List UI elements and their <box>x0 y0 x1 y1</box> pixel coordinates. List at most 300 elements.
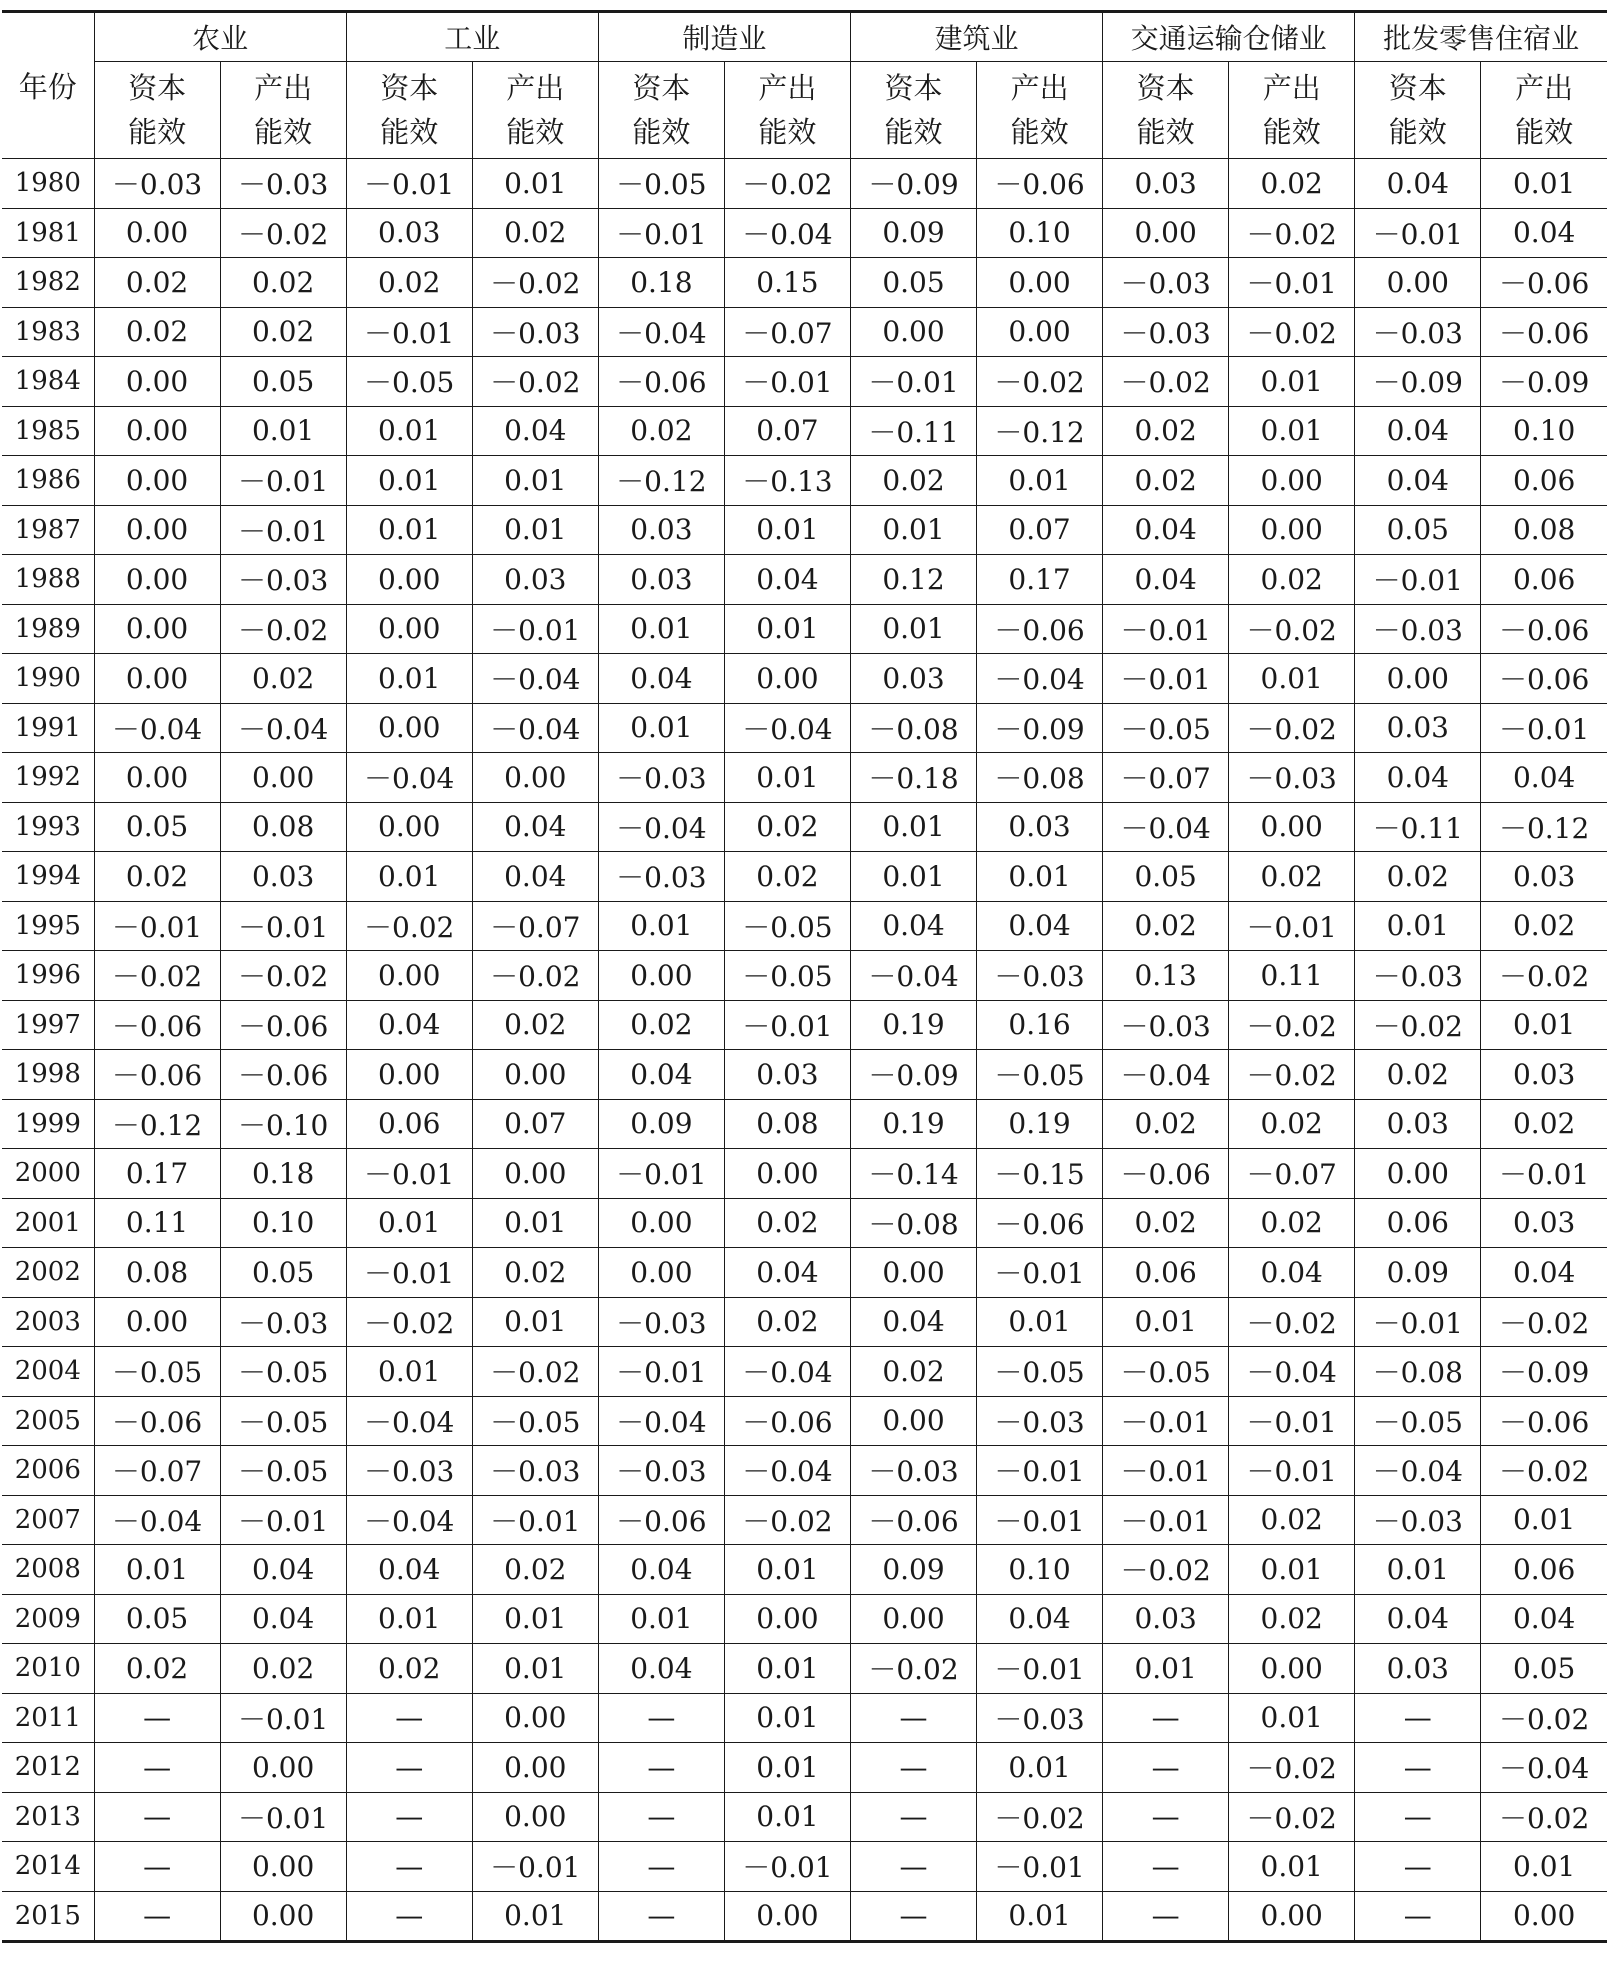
capital-efficiency-cell: －0.09 <box>850 159 976 209</box>
output-efficiency-cell: 0.00 <box>1481 1891 1607 1942</box>
capital-efficiency-cell: 0.01 <box>1355 1545 1481 1595</box>
output-efficiency-cell: 0.02 <box>1229 1594 1355 1644</box>
capital-efficiency-cell: 0.05 <box>94 1594 220 1644</box>
capital-efficiency-cell: －0.03 <box>1103 307 1229 357</box>
capital-efficiency-cell: 0.06 <box>1103 1248 1229 1298</box>
table-row <box>2 1198 1607 1248</box>
capital-efficiency-cell: 0.01 <box>94 1545 220 1595</box>
capital-efficiency-cell: 0.17 <box>94 1149 220 1199</box>
table-row <box>2 1644 1607 1694</box>
capital-efficiency-cell: －0.02 <box>346 901 472 951</box>
sub-header-line1: 资本 <box>632 71 691 105</box>
capital-efficiency-cell: －0.01 <box>1103 604 1229 654</box>
output-efficiency-cell: 0.00 <box>472 1743 598 1793</box>
output-efficiency-cell: 0.00 <box>977 307 1103 357</box>
output-efficiency-cell: 0.02 <box>1229 852 1355 902</box>
capital-efficiency-cell: －0.07 <box>94 1446 220 1496</box>
capital-efficiency-cell: －0.03 <box>598 852 724 902</box>
capital-efficiency-cell: — <box>850 1842 976 1892</box>
capital-efficiency-cell: －0.09 <box>1355 357 1481 407</box>
output-efficiency-cell: 0.10 <box>1481 406 1607 456</box>
capital-efficiency-cell: －0.05 <box>1355 1396 1481 1446</box>
capital-efficiency-cell: 0.02 <box>94 258 220 308</box>
output-efficiency-cell: －0.03 <box>1229 753 1355 803</box>
output-efficiency-cell: 0.02 <box>220 1644 346 1694</box>
capital-efficiency-cell: 0.04 <box>1355 159 1481 209</box>
capital-efficiency-cell: 0.00 <box>598 1198 724 1248</box>
output-efficiency-cell: 0.02 <box>220 258 346 308</box>
output-efficiency-cell: －0.01 <box>220 1693 346 1743</box>
capital-efficiency-cell: 0.04 <box>598 1545 724 1595</box>
output-efficiency-cell: 0.01 <box>220 406 346 456</box>
output-efficiency-cell: 0.01 <box>724 1693 850 1743</box>
output-efficiency-cell: －0.01 <box>977 1248 1103 1298</box>
capital-efficiency-cell: — <box>850 1743 976 1793</box>
capital-efficiency-cell: 0.01 <box>1103 1297 1229 1347</box>
output-efficiency-cell: 0.01 <box>724 1644 850 1694</box>
capital-efficiency-cell: －0.04 <box>346 753 472 803</box>
capital-efficiency-cell: －0.03 <box>1355 951 1481 1001</box>
table-row <box>2 208 1607 258</box>
capital-efficiency-cell: 0.01 <box>598 604 724 654</box>
year-cell: 1986 <box>2 456 94 506</box>
capital-efficiency-cell: －0.04 <box>598 307 724 357</box>
capital-efficiency-cell: — <box>1355 1693 1481 1743</box>
capital-efficiency-cell: －0.03 <box>1103 258 1229 308</box>
capital-efficiency-cell: 0.03 <box>1355 1099 1481 1149</box>
capital-efficiency-cell: －0.06 <box>598 357 724 407</box>
sub-header-line2: 能效 <box>1010 115 1069 149</box>
output-efficiency-cell: 0.10 <box>220 1198 346 1248</box>
output-efficiency-cell: －0.13 <box>724 456 850 506</box>
table-row <box>2 1891 1607 1942</box>
capital-efficiency-header <box>94 62 220 159</box>
capital-efficiency-cell: 0.09 <box>850 1545 976 1595</box>
capital-efficiency-cell: — <box>346 1891 472 1942</box>
capital-efficiency-cell: －0.05 <box>346 357 472 407</box>
output-efficiency-cell: 0.02 <box>220 654 346 704</box>
output-efficiency-cell: 0.01 <box>472 1891 598 1942</box>
output-efficiency-cell: －0.01 <box>220 505 346 555</box>
output-efficiency-cell: 0.01 <box>724 1545 850 1595</box>
table-row <box>2 1149 1607 1199</box>
capital-efficiency-cell: — <box>94 1891 220 1942</box>
table-row <box>2 753 1607 803</box>
sector-header-agriculture: 农业 <box>94 12 346 62</box>
table-row <box>2 852 1607 902</box>
output-efficiency-cell: －0.02 <box>977 357 1103 407</box>
output-efficiency-cell: 0.15 <box>724 258 850 308</box>
output-efficiency-cell: －0.03 <box>220 1297 346 1347</box>
capital-efficiency-cell: －0.03 <box>1355 1495 1481 1545</box>
sub-header-line1: 资本 <box>884 71 943 105</box>
table-row <box>2 1446 1607 1496</box>
year-cell: 2011 <box>2 1693 94 1743</box>
output-efficiency-cell: －0.01 <box>724 1000 850 1050</box>
capital-efficiency-cell: －0.03 <box>598 1446 724 1496</box>
output-efficiency-cell: 0.00 <box>1229 505 1355 555</box>
output-efficiency-cell: －0.06 <box>977 159 1103 209</box>
output-efficiency-cell: －0.09 <box>977 703 1103 753</box>
output-efficiency-cell: 0.04 <box>724 555 850 605</box>
output-efficiency-cell: 0.02 <box>472 1545 598 1595</box>
capital-efficiency-cell: 0.03 <box>598 505 724 555</box>
table-row <box>2 307 1607 357</box>
output-efficiency-cell: －0.04 <box>1229 1347 1355 1397</box>
capital-efficiency-cell: 0.02 <box>598 1000 724 1050</box>
output-efficiency-header <box>1481 62 1607 159</box>
capital-efficiency-cell: －0.01 <box>346 1248 472 1298</box>
capital-efficiency-cell: 0.00 <box>94 555 220 605</box>
capital-efficiency-cell: — <box>598 1792 724 1842</box>
year-cell: 1992 <box>2 753 94 803</box>
output-efficiency-cell: －0.06 <box>1481 307 1607 357</box>
output-efficiency-cell: －0.02 <box>1229 1297 1355 1347</box>
capital-efficiency-cell: 0.01 <box>850 852 976 902</box>
capital-efficiency-cell: －0.04 <box>346 1495 472 1545</box>
output-efficiency-cell: －0.01 <box>1481 703 1607 753</box>
output-efficiency-cell: 0.17 <box>977 555 1103 605</box>
year-cell: 2005 <box>2 1396 94 1446</box>
capital-efficiency-cell: 0.01 <box>1355 901 1481 951</box>
sub-header-line2: 能效 <box>884 115 943 149</box>
capital-efficiency-cell: — <box>1103 1792 1229 1842</box>
output-efficiency-cell: －0.02 <box>220 604 346 654</box>
sub-header-line1: 资本 <box>1388 71 1447 105</box>
year-cell: 2004 <box>2 1347 94 1397</box>
sub-header-line1: 资本 <box>1136 71 1195 105</box>
capital-efficiency-cell: －0.04 <box>94 703 220 753</box>
output-efficiency-cell: －0.01 <box>220 1792 346 1842</box>
year-cell: 1991 <box>2 703 94 753</box>
capital-efficiency-cell: 0.03 <box>1355 1644 1481 1694</box>
year-cell: 1987 <box>2 505 94 555</box>
output-efficiency-cell: 0.01 <box>472 1198 598 1248</box>
output-efficiency-cell: －0.06 <box>724 1396 850 1446</box>
output-efficiency-cell: 0.02 <box>1481 901 1607 951</box>
capital-efficiency-cell: 0.00 <box>1355 1149 1481 1199</box>
capital-efficiency-cell: 0.05 <box>850 258 976 308</box>
capital-efficiency-cell: 0.02 <box>1103 406 1229 456</box>
output-efficiency-cell: 0.04 <box>1481 208 1607 258</box>
output-efficiency-cell: －0.02 <box>1229 1792 1355 1842</box>
capital-efficiency-cell: －0.03 <box>598 753 724 803</box>
output-efficiency-cell: 0.00 <box>220 1743 346 1793</box>
capital-efficiency-cell: 0.02 <box>1103 456 1229 506</box>
output-efficiency-cell: 0.00 <box>472 1050 598 1100</box>
output-efficiency-cell: －0.04 <box>1481 1743 1607 1793</box>
output-efficiency-cell: 0.01 <box>1481 1842 1607 1892</box>
year-cell: 2001 <box>2 1198 94 1248</box>
capital-efficiency-cell: 0.00 <box>94 357 220 407</box>
capital-efficiency-cell: －0.02 <box>1103 1545 1229 1595</box>
table-row <box>2 802 1607 852</box>
output-efficiency-cell: 0.03 <box>472 555 598 605</box>
output-efficiency-cell: －0.01 <box>472 1842 598 1892</box>
output-efficiency-cell: 0.04 <box>724 1248 850 1298</box>
capital-efficiency-cell: 0.04 <box>1103 555 1229 605</box>
capital-efficiency-cell: 0.01 <box>346 1198 472 1248</box>
output-efficiency-cell: －0.01 <box>977 1842 1103 1892</box>
output-efficiency-cell: －0.02 <box>472 258 598 308</box>
capital-efficiency-cell: 0.00 <box>850 1248 976 1298</box>
output-efficiency-cell: －0.06 <box>977 1198 1103 1248</box>
capital-efficiency-cell: 0.01 <box>598 703 724 753</box>
output-efficiency-cell: 0.01 <box>977 456 1103 506</box>
capital-efficiency-cell: 0.02 <box>94 852 220 902</box>
output-efficiency-cell: 0.10 <box>977 208 1103 258</box>
output-efficiency-cell: －0.03 <box>472 1446 598 1496</box>
output-efficiency-cell: 0.03 <box>220 852 346 902</box>
year-cell: 2008 <box>2 1545 94 1595</box>
capital-efficiency-cell: 0.09 <box>598 1099 724 1149</box>
output-efficiency-cell: 0.19 <box>977 1099 1103 1149</box>
output-efficiency-cell: －0.03 <box>220 159 346 209</box>
capital-efficiency-cell: －0.11 <box>1355 802 1481 852</box>
output-efficiency-cell: 0.01 <box>724 1743 850 1793</box>
output-efficiency-cell: －0.09 <box>1481 357 1607 407</box>
output-efficiency-cell: 0.04 <box>220 1594 346 1644</box>
capital-efficiency-cell: 0.00 <box>850 1396 976 1446</box>
output-efficiency-cell: 0.02 <box>1229 555 1355 605</box>
output-efficiency-cell: 0.01 <box>724 604 850 654</box>
capital-efficiency-cell: 0.18 <box>598 258 724 308</box>
capital-efficiency-cell: －0.12 <box>598 456 724 506</box>
capital-efficiency-cell: －0.04 <box>346 1396 472 1446</box>
capital-efficiency-cell: — <box>346 1693 472 1743</box>
capital-efficiency-cell: 0.00 <box>94 456 220 506</box>
sector-header-row <box>2 12 1607 62</box>
year-cell: 1994 <box>2 852 94 902</box>
year-cell: 1998 <box>2 1050 94 1100</box>
output-efficiency-cell: 0.00 <box>472 753 598 803</box>
capital-efficiency-cell: 0.00 <box>346 703 472 753</box>
capital-efficiency-cell: －0.05 <box>1103 703 1229 753</box>
sub-header-line2: 能效 <box>632 115 691 149</box>
output-efficiency-cell: 0.01 <box>1481 159 1607 209</box>
capital-efficiency-cell: 0.03 <box>346 208 472 258</box>
capital-efficiency-cell: 0.01 <box>1103 1644 1229 1694</box>
year-cell: 1995 <box>2 901 94 951</box>
output-efficiency-cell: －0.02 <box>1229 307 1355 357</box>
capital-efficiency-cell: －0.03 <box>94 159 220 209</box>
year-cell: 1983 <box>2 307 94 357</box>
sector-header-manufacturing: 制造业 <box>598 12 850 62</box>
year-cell: 1985 <box>2 406 94 456</box>
capital-efficiency-cell: — <box>94 1842 220 1892</box>
output-efficiency-cell: －0.06 <box>1481 1396 1607 1446</box>
output-efficiency-cell: 0.02 <box>1229 1099 1355 1149</box>
capital-efficiency-cell: 0.04 <box>1355 1594 1481 1644</box>
sub-header-line2: 能效 <box>1136 115 1195 149</box>
year-cell: 1982 <box>2 258 94 308</box>
output-efficiency-cell: －0.01 <box>1229 1396 1355 1446</box>
output-efficiency-header <box>220 62 346 159</box>
output-efficiency-cell: －0.04 <box>724 1446 850 1496</box>
output-efficiency-cell: －0.03 <box>977 951 1103 1001</box>
sub-header-line2: 能效 <box>254 115 313 149</box>
output-efficiency-cell: 0.02 <box>220 307 346 357</box>
capital-efficiency-cell: — <box>1355 1792 1481 1842</box>
capital-efficiency-cell: －0.01 <box>1355 1297 1481 1347</box>
sub-header-line1: 产出 <box>506 71 565 105</box>
output-efficiency-header <box>1229 62 1355 159</box>
capital-efficiency-cell: 0.01 <box>346 852 472 902</box>
capital-efficiency-cell: 0.19 <box>850 1000 976 1050</box>
output-efficiency-cell: －0.02 <box>1229 1050 1355 1100</box>
efficiency-table <box>2 10 1607 1943</box>
year-cell: 1999 <box>2 1099 94 1149</box>
capital-efficiency-cell: －0.05 <box>94 1347 220 1397</box>
output-efficiency-cell: －0.01 <box>472 1495 598 1545</box>
output-efficiency-cell: 0.03 <box>724 1050 850 1100</box>
output-efficiency-cell: 0.03 <box>1481 1198 1607 1248</box>
capital-efficiency-cell: 0.04 <box>598 1050 724 1100</box>
output-efficiency-cell: 0.00 <box>472 1693 598 1743</box>
capital-efficiency-cell: －0.01 <box>346 307 472 357</box>
table-row <box>2 159 1607 209</box>
output-efficiency-cell: 0.01 <box>1229 1842 1355 1892</box>
year-cell: 1996 <box>2 951 94 1001</box>
capital-efficiency-cell: －0.01 <box>598 1149 724 1199</box>
output-efficiency-cell: －0.04 <box>724 208 850 258</box>
year-cell: 2000 <box>2 1149 94 1199</box>
capital-efficiency-cell: 0.00 <box>1355 654 1481 704</box>
capital-efficiency-cell: — <box>598 1693 724 1743</box>
output-efficiency-cell: －0.05 <box>220 1347 346 1397</box>
capital-efficiency-cell: 0.00 <box>346 604 472 654</box>
output-efficiency-cell: －0.02 <box>472 357 598 407</box>
year-cell: 2003 <box>2 1297 94 1347</box>
year-cell: 1984 <box>2 357 94 407</box>
output-efficiency-cell: 0.00 <box>220 1891 346 1942</box>
output-efficiency-cell: －0.01 <box>220 1495 346 1545</box>
output-efficiency-cell: －0.04 <box>472 654 598 704</box>
capital-efficiency-cell: 0.03 <box>1103 1594 1229 1644</box>
output-efficiency-cell: 0.04 <box>977 901 1103 951</box>
capital-efficiency-cell: －0.03 <box>850 1446 976 1496</box>
capital-efficiency-cell: 0.04 <box>598 654 724 704</box>
output-efficiency-cell: －0.01 <box>977 1495 1103 1545</box>
output-efficiency-cell: 0.01 <box>472 456 598 506</box>
year-cell: 2015 <box>2 1891 94 1942</box>
capital-efficiency-cell: 0.00 <box>346 802 472 852</box>
output-efficiency-cell: 0.01 <box>1229 1693 1355 1743</box>
output-efficiency-cell: 0.02 <box>472 1000 598 1050</box>
capital-efficiency-cell: — <box>346 1842 472 1892</box>
capital-efficiency-cell: 0.03 <box>850 654 976 704</box>
table-row <box>2 555 1607 605</box>
capital-efficiency-cell: －0.05 <box>1103 1347 1229 1397</box>
capital-efficiency-cell: －0.08 <box>850 1198 976 1248</box>
capital-efficiency-cell: 0.01 <box>346 1594 472 1644</box>
output-efficiency-cell: 0.08 <box>724 1099 850 1149</box>
output-efficiency-cell: 0.00 <box>220 1842 346 1892</box>
output-efficiency-cell: 0.02 <box>1481 1099 1607 1149</box>
capital-efficiency-cell: －0.06 <box>850 1495 976 1545</box>
table-row <box>2 1792 1607 1842</box>
capital-efficiency-cell: －0.04 <box>94 1495 220 1545</box>
capital-efficiency-cell: －0.07 <box>1103 753 1229 803</box>
capital-efficiency-cell: 0.04 <box>1355 406 1481 456</box>
capital-efficiency-cell: 0.04 <box>1355 753 1481 803</box>
output-efficiency-cell: 0.02 <box>472 1248 598 1298</box>
table-row <box>2 505 1607 555</box>
sub-header-line2: 能效 <box>380 115 439 149</box>
year-cell: 1988 <box>2 555 94 605</box>
capital-efficiency-cell: 0.00 <box>850 307 976 357</box>
capital-efficiency-header <box>346 62 472 159</box>
output-efficiency-cell: －0.03 <box>977 1693 1103 1743</box>
capital-efficiency-cell: — <box>850 1693 976 1743</box>
sub-header-line2: 能效 <box>1388 115 1447 149</box>
year-cell: 2010 <box>2 1644 94 1694</box>
capital-efficiency-cell: －0.01 <box>346 159 472 209</box>
capital-efficiency-cell: 0.09 <box>1355 1248 1481 1298</box>
table-row <box>2 1743 1607 1793</box>
sub-header-line1: 资本 <box>380 71 439 105</box>
sub-header-line2: 能效 <box>1262 115 1321 149</box>
output-efficiency-cell: －0.04 <box>724 703 850 753</box>
output-efficiency-cell: －0.10 <box>220 1099 346 1149</box>
output-efficiency-cell: 0.01 <box>472 1594 598 1644</box>
capital-efficiency-cell: 0.00 <box>94 753 220 803</box>
output-efficiency-cell: 0.06 <box>1481 555 1607 605</box>
capital-efficiency-cell: — <box>94 1693 220 1743</box>
output-efficiency-cell: －0.06 <box>1481 258 1607 308</box>
capital-efficiency-cell: －0.02 <box>1103 357 1229 407</box>
capital-efficiency-cell: 0.19 <box>850 1099 976 1149</box>
capital-efficiency-cell: — <box>598 1743 724 1793</box>
output-efficiency-cell: 0.04 <box>1229 1248 1355 1298</box>
capital-efficiency-cell: －0.03 <box>598 1297 724 1347</box>
output-efficiency-cell: －0.02 <box>1229 208 1355 258</box>
output-efficiency-cell: －0.07 <box>472 901 598 951</box>
output-efficiency-cell: －0.04 <box>472 703 598 753</box>
output-efficiency-cell: 0.01 <box>472 1297 598 1347</box>
capital-efficiency-cell: — <box>598 1891 724 1942</box>
output-efficiency-cell: 0.06 <box>1481 456 1607 506</box>
output-efficiency-header <box>977 62 1103 159</box>
capital-efficiency-cell: 0.00 <box>346 951 472 1001</box>
output-efficiency-cell: 0.02 <box>724 1297 850 1347</box>
output-efficiency-cell: －0.01 <box>724 1842 850 1892</box>
capital-efficiency-cell: －0.01 <box>598 1347 724 1397</box>
capital-efficiency-cell: 0.00 <box>346 1050 472 1100</box>
output-efficiency-header <box>724 62 850 159</box>
output-efficiency-cell: －0.03 <box>472 307 598 357</box>
capital-efficiency-cell: 0.01 <box>346 406 472 456</box>
capital-efficiency-cell: －0.01 <box>1355 208 1481 258</box>
table-row <box>2 357 1607 407</box>
output-efficiency-cell: －0.02 <box>472 951 598 1001</box>
capital-efficiency-cell: 0.01 <box>346 1347 472 1397</box>
capital-efficiency-cell: 0.03 <box>598 555 724 605</box>
year-cell: 1993 <box>2 802 94 852</box>
output-efficiency-cell: －0.05 <box>220 1396 346 1446</box>
sector-header-transport: 交通运输仓储业 <box>1103 12 1355 62</box>
table-row <box>2 1693 1607 1743</box>
year-cell: 1989 <box>2 604 94 654</box>
capital-efficiency-cell: －0.08 <box>1355 1347 1481 1397</box>
output-efficiency-cell: －0.01 <box>977 1644 1103 1694</box>
capital-efficiency-cell: －0.04 <box>598 802 724 852</box>
capital-efficiency-cell: — <box>1103 1743 1229 1793</box>
table-header <box>2 12 1607 159</box>
capital-efficiency-cell: －0.01 <box>1103 1495 1229 1545</box>
output-efficiency-cell: 0.08 <box>220 802 346 852</box>
capital-efficiency-cell: －0.02 <box>94 951 220 1001</box>
